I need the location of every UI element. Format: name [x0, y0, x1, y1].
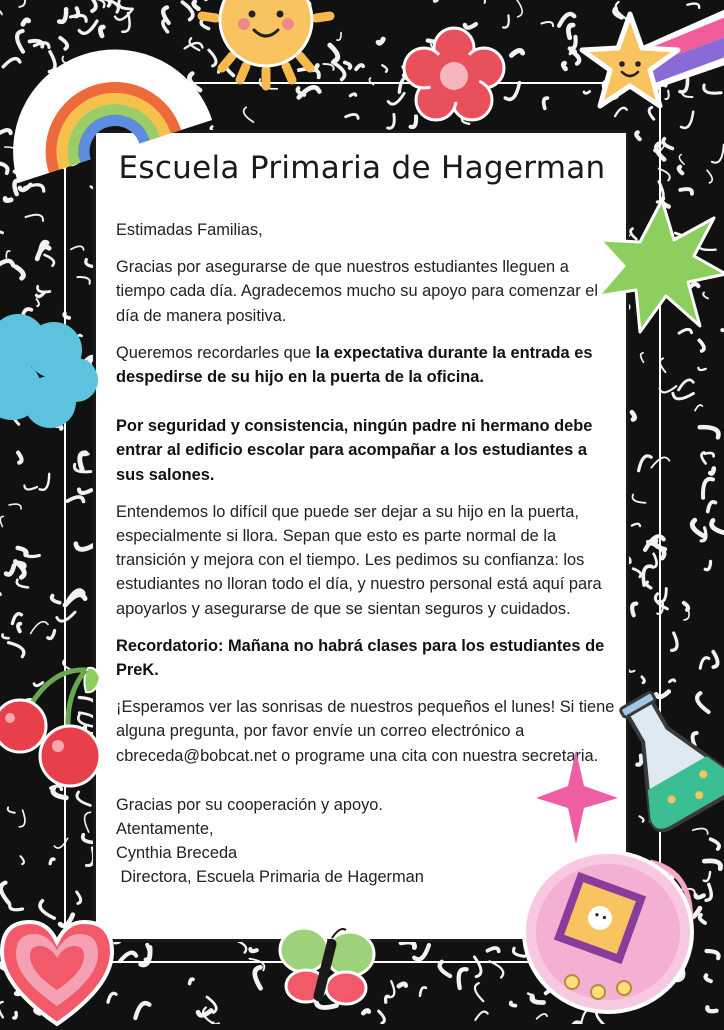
marble-squiggle	[0, 261, 13, 268]
expectation-bold: la expectativa durante la entrada es despedirse de su hijo en la puerta de la oficina.	[116, 343, 593, 387]
marble-squiggle	[19, 0, 25, 7]
marble-squiggle	[31, 622, 48, 634]
marble-squiggle	[40, 474, 50, 490]
expectation-intro: Queremos recordarles que	[116, 343, 316, 362]
paragraph-thanks: Gracias por asegurarse de que nuestros estudiantes lleguen a tiempo cada día. Agradecemos mucho su apoyo para comenzar el día de manera positiva.	[116, 258, 598, 325]
marble-squiggle	[541, 22, 553, 26]
marble-squiggle	[672, 633, 677, 650]
marble-squiggle	[87, 0, 95, 11]
marble-squiggle	[18, 548, 27, 555]
marble-squiggle	[660, 386, 677, 392]
marble-squiggle	[692, 520, 704, 536]
marble-squiggle	[705, 561, 710, 569]
marble-squiggle	[50, 859, 54, 864]
marble-squiggle	[37, 292, 45, 296]
butterfly-icon	[276, 924, 376, 1010]
marble-squiggle	[700, 427, 719, 437]
marble-squiggle	[420, 987, 426, 995]
marble-squiggle	[16, 267, 23, 278]
marble-squiggle	[459, 969, 467, 988]
marble-squiggle	[503, 15, 509, 27]
marble-squiggle	[516, 0, 522, 17]
page-title: Escuela Primaria de Hagerman	[118, 150, 606, 186]
cherries-icon	[0, 648, 112, 794]
marble-squiggle	[52, 596, 60, 603]
marble-squiggle	[703, 479, 713, 498]
signer-name: Cynthia Breceda	[116, 844, 238, 863]
marble-squiggle	[669, 680, 674, 682]
marble-squiggle	[9, 504, 21, 509]
marble-squiggle	[182, 2, 192, 20]
marble-squiggle	[23, 20, 29, 24]
marble-squiggle	[119, 1, 133, 9]
marble-squiggle	[0, 516, 3, 526]
marble-squiggle	[5, 199, 11, 201]
marble-squiggle	[18, 453, 22, 463]
marble-squiggle	[24, 486, 37, 490]
marble-squiggle	[712, 520, 724, 533]
closing-signoff: Atentamente,	[116, 820, 214, 839]
cloud-icon	[0, 306, 102, 432]
marble-squiggle	[337, 33, 341, 41]
tamagotchi-icon	[520, 832, 710, 1016]
marble-squiggle	[713, 652, 717, 667]
marble-squiggle	[490, 961, 504, 977]
marble-squiggle	[19, 810, 25, 827]
flower-icon	[404, 28, 504, 120]
signer-role: Directora, Escuela Primaria de Hagerman	[116, 868, 424, 887]
heart-icon	[0, 914, 120, 1030]
marble-squiggle	[399, 984, 406, 986]
marble-squiggle	[79, 21, 97, 33]
marble-squiggle	[0, 10, 2, 17]
marble-squiggle	[711, 839, 720, 849]
marble-squiggle	[255, 967, 261, 988]
marble-squiggle	[71, 15, 87, 21]
marble-squiggle	[699, 340, 704, 351]
marble-squiggle	[386, 996, 389, 1002]
marble-squiggle	[3, 59, 20, 67]
marble-squiggle	[10, 905, 23, 910]
potion-flask-icon	[612, 690, 724, 830]
marble-squiggle	[698, 368, 705, 370]
marble-squiggle	[26, 215, 44, 221]
marble-squiggle	[45, 255, 54, 266]
shooting-star-icon	[578, 8, 724, 143]
safety-bold: Por seguridad y consistencia, ningún padre ni hermano debe entrar al edificio escolar para acompañar a los estudiantes a sus salones.	[116, 417, 593, 484]
marble-squiggle	[6, 251, 9, 258]
marble-squiggle	[475, 1012, 487, 1020]
marble-squiggle	[0, 232, 3, 249]
rainbow-icon	[30, 42, 195, 182]
marble-squiggle	[18, 624, 20, 632]
marble-squiggle	[6, 565, 14, 574]
marble-squiggle	[17, 580, 28, 588]
marble-squiggle	[378, 39, 383, 43]
paragraph-contact: ¡Esperamos ver las sonrisas de nuestros pequeños el lunes! Si tiene alguna pregunta, por favor envíe un correo electrónico a cbreceda@bobcat.net o programe una cita con nuestra secretaria.	[116, 698, 615, 765]
marble-squiggle	[705, 453, 714, 456]
marble-squiggle	[2, 635, 8, 639]
marble-squiggle	[710, 469, 714, 474]
marble-squiggle	[435, 0, 438, 1]
marble-squiggle	[59, 9, 66, 22]
marble-squiggle	[700, 658, 709, 669]
marble-squiggle	[21, 856, 24, 864]
marble-squiggle	[511, 1003, 516, 1006]
marble-squiggle	[356, 65, 363, 69]
marble-squiggle	[190, 979, 194, 984]
paragraph-expectation	[116, 341, 616, 389]
marble-squiggle	[680, 189, 692, 194]
marble-squiggle	[0, 130, 11, 133]
sun-icon	[196, 0, 336, 100]
marble-squiggle	[440, 962, 450, 976]
marble-squiggle	[135, 1003, 149, 1018]
marble-squiggle	[673, 393, 694, 399]
greeting: Estimadas Familias,	[116, 221, 263, 239]
marble-squiggle	[695, 405, 702, 411]
marble-squiggle	[8, 807, 15, 812]
marble-squiggle	[563, 63, 565, 69]
marble-squiggle	[17, 31, 23, 52]
marble-squiggle	[475, 983, 483, 1001]
marble-squiggle	[389, 981, 394, 997]
closing-thanks: Gracias por su cooperación y apoyo.	[116, 795, 383, 814]
marble-squiggle	[708, 502, 716, 512]
marble-squiggle	[1, 883, 9, 903]
marble-squiggle	[478, 0, 485, 3]
reminder-bold: Recordatorio: Mañana no habrá clases para los estudiantes de PreK.	[116, 636, 605, 680]
marble-squiggle	[345, 62, 351, 68]
paragraph-understanding: Entendemos lo difícil que puede ser dejar a su hijo en la puerta, especialmente si llora. Sepan que esto es parte normal de la transición y mejora con el tiempo. Les pedimos su confianza: los estudiantes no lloran todo el día, y nuestro personal está aquí para apoyarlos y asegurarse de que se sientan seguros y cuidados.	[116, 502, 602, 618]
paragraph-safety	[116, 414, 616, 487]
marble-squiggle	[512, 51, 523, 56]
marble-squiggle	[382, 65, 387, 72]
marble-squiggle	[0, 593, 1, 595]
marble-squiggle	[568, 25, 573, 38]
marble-squiggle	[100, 27, 103, 36]
pink-star-icon	[536, 750, 618, 844]
green-starburst-icon	[596, 196, 724, 336]
marble-squiggle	[379, 1011, 385, 1023]
marble-squiggle	[363, 1010, 369, 1013]
paragraph-reminder	[116, 634, 616, 682]
marble-squiggle	[679, 380, 694, 390]
marble-squiggle	[48, 631, 55, 639]
